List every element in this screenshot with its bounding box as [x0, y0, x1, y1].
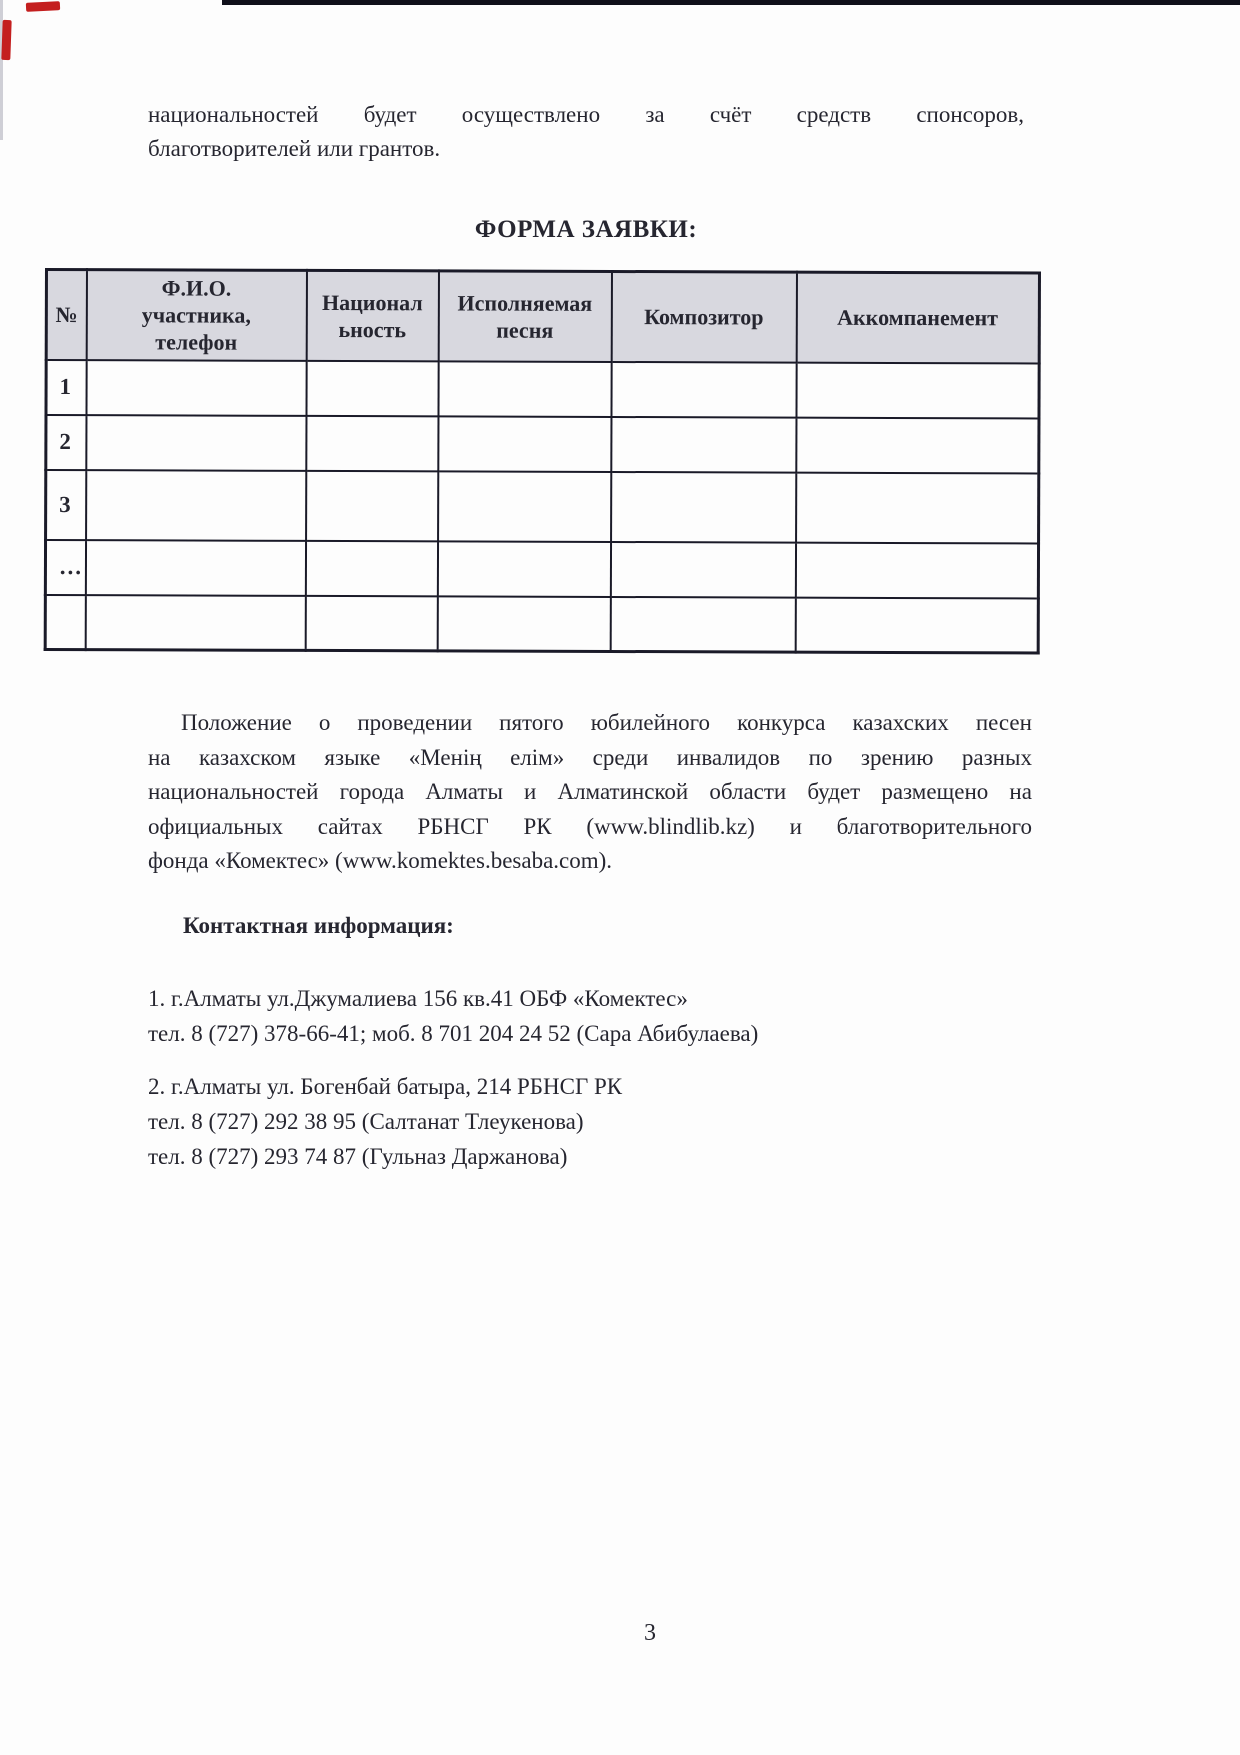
intro-paragraph [148, 98, 1024, 166]
empty-cell [795, 597, 1038, 653]
contact-2-address: 2. г.Алматы ул. Богенбай батыра, 214 РБНСГ РК [148, 1074, 623, 1099]
placement-line-1: Положение о проведении пятого юбилейного конкурса казахских песен [181, 710, 1032, 735]
column-header-song: Исполняемая песня [438, 271, 611, 362]
form-heading: ФОРМА ЗАЯВКИ: [474, 216, 698, 243]
contact-2-phone-1: тел. 8 (727) 292 38 95 (Салтанат Тлеукенова) [148, 1109, 584, 1134]
column-header-name-phone: Ф.И.О. участника, телефон [86, 270, 306, 361]
empty-cell [86, 360, 306, 416]
placement-line-3: национальностей города Алматы и Алматинской области будет размещено на [148, 779, 1032, 804]
column-header-composer: Композитор [611, 271, 796, 362]
empty-cell [86, 470, 306, 541]
intro-line-2: благотворителей или грантов. [148, 136, 441, 161]
row-number-cell: … [45, 540, 85, 595]
contact-entry-2 [148, 1069, 622, 1174]
row-number-cell [45, 595, 85, 650]
empty-cell [438, 361, 611, 417]
table-row [45, 595, 1038, 653]
empty-cell [437, 596, 610, 652]
contact-2-phone-2: тел. 8 (727) 293 74 87 (Гульназ Даржанова) [148, 1144, 568, 1169]
table-row [46, 415, 1039, 473]
column-header-accompaniment: Аккомпанемент [796, 272, 1039, 363]
empty-cell [438, 416, 611, 472]
empty-cell [305, 540, 437, 595]
scan-artifact-top-line [222, 0, 1240, 5]
table-row [45, 540, 1038, 598]
empty-cell [795, 542, 1038, 598]
row-number-cell: 2 [46, 415, 86, 470]
contact-info-heading: Контактная информация: [183, 913, 454, 938]
placement-line-2: на казахском языке «Менің елім» среди инвалидов по зрению разных [148, 744, 1032, 770]
row-number-cell: 1 [46, 360, 86, 415]
intro-line-1: национальностей будет осуществлено за счёт средств спонсоров, [148, 102, 1024, 127]
empty-cell [796, 417, 1039, 473]
application-form-table [44, 268, 1041, 654]
scan-artifact-red-mark-vertical [1, 20, 11, 60]
empty-cell [796, 362, 1039, 418]
empty-cell [611, 416, 796, 472]
contact-1-phone: тел. 8 (727) 378-66-41; моб. 8 701 204 24 52 (Сара Абибулаева) [148, 1021, 759, 1046]
row-number-cell: 3 [46, 470, 86, 540]
empty-cell [306, 470, 438, 540]
empty-cell [610, 541, 795, 597]
empty-cell [306, 415, 438, 470]
empty-cell [611, 471, 796, 542]
empty-cell [437, 541, 610, 597]
table-row [46, 470, 1039, 543]
placement-line-4: официальных сайтах РБНСГ РК (www.blindlib.kz) и благотворительного [148, 813, 1032, 839]
empty-cell [85, 540, 305, 596]
empty-cell [86, 415, 306, 471]
placement-line-5: фонда «Комектес» (www.komektes.besaba.com). [148, 848, 613, 873]
contact-entry-1 [148, 981, 758, 1051]
empty-cell [438, 471, 611, 542]
table-header-row [46, 270, 1039, 363]
empty-cell [611, 361, 796, 417]
scan-artifact-red-mark-horizontal [26, 1, 60, 12]
empty-cell [610, 596, 795, 652]
page-number: 3 [644, 1620, 656, 1646]
column-header-number: № [46, 270, 86, 360]
table-row [46, 360, 1039, 418]
column-header-nationality: Национал ьность [306, 270, 438, 360]
empty-cell [306, 360, 438, 415]
empty-cell [305, 595, 437, 650]
contact-1-address: 1. г.Алматы ул.Джумалиева 156 кв.41 ОБФ «Комектес» [148, 986, 688, 1011]
empty-cell [85, 595, 305, 651]
empty-cell [796, 472, 1039, 543]
placement-paragraph [148, 706, 1032, 879]
